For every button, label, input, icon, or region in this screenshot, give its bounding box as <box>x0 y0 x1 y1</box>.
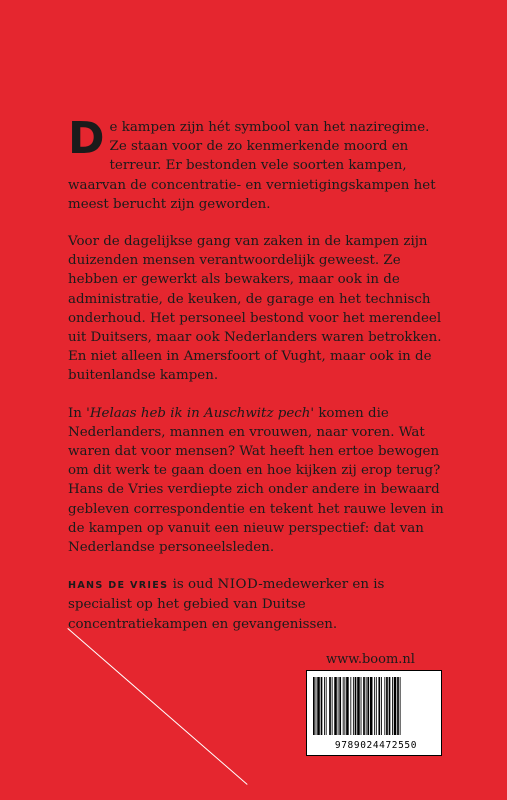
barcode-bar <box>384 677 385 735</box>
blurb-paragraph-3-prefix: In <box>68 405 87 421</box>
blurb-paragraph-1 <box>68 113 448 214</box>
niod-abbreviation: NIOD <box>217 577 259 593</box>
barcode-bar <box>316 677 317 735</box>
barcode-bar <box>361 677 362 735</box>
author-bio-text-1: is oud <box>168 577 218 593</box>
blurb-paragraph-1-text: e kampen zijn hét symbool van het naziregime. Ze staan voor de zo kenmerkende moord en terreur. Er bestonden vele soorten kampen, waarvan de concentratie- en vernietigingskampen het meest berucht zijn geworden. <box>68 120 436 212</box>
barcode-bar <box>376 677 377 735</box>
barcode-bar <box>378 677 380 735</box>
blurb-paragraph-3 <box>68 404 448 558</box>
barcode-bar <box>386 677 388 735</box>
author-name: HANS DE VRIES <box>68 580 169 592</box>
barcode-bar <box>367 677 369 735</box>
barcode-bar <box>355 677 357 735</box>
barcode-bar <box>394 677 397 735</box>
barcode-bar <box>338 677 339 735</box>
barcode-bar <box>374 677 375 735</box>
barcode-bar <box>397 677 399 735</box>
barcode-bar <box>321 677 323 735</box>
isbn-number: 9789024472550 <box>334 740 418 751</box>
barcode-bar <box>343 677 344 735</box>
drop-cap: D <box>68 113 105 164</box>
barcode-bar <box>329 677 331 735</box>
barcode-bar <box>324 677 325 735</box>
barcode-bar <box>392 677 393 735</box>
barcode-bar <box>334 677 337 735</box>
book-title-italic: 'Helaas heb ik in Auschwitz pech' <box>86 405 315 421</box>
barcode-bar <box>344 677 345 735</box>
barcode-bar <box>389 677 391 735</box>
isbn-barcode <box>306 670 442 756</box>
barcode-bar <box>332 677 333 735</box>
barcode-bar <box>363 677 365 735</box>
barcode-bar <box>313 677 315 735</box>
barcode-bar <box>370 677 373 735</box>
barcode-bar <box>326 677 327 735</box>
barcode-bar <box>381 677 382 735</box>
barcode-bar <box>357 677 360 735</box>
barcode-bar <box>353 677 354 735</box>
barcode-bars <box>313 677 437 735</box>
blurb-paragraph-3-text: komen die Nederlanders, mannen en vrouwen, naar voren. Wat waren dat voor mensen? Wat heeft hen ertoe bewogen om dit werk te gaan doen en hoe kijken zij erop terug? Hans de Vries verdiepte zich onder andere in bewaard gebleven correspondentie en tekent het rauwe leven in de kampen op vanuit een nieuw perspectief: dat van Nederlandse personeelsleden. <box>68 405 444 556</box>
barcode-bar <box>366 677 367 735</box>
publisher-url: www.boom.nl <box>326 652 415 667</box>
barcode-bar <box>339 677 341 735</box>
blurb-paragraph-2: Voor de dagelijkse gang van zaken in de kampen zijn duizenden mensen verantwoordelijk geweest. Ze hebben er gewerkt als bewakers, maar ook in de administratie, de keuken, de garage en het technisch onderhoud. Het personeel bestond voor het merendeel uit Duitsers, maar ook Nederlanders waren betrokken. En niet alleen in Amersfoort of Vught, maar ook in de buitenlandse kampen. <box>68 234 442 384</box>
author-bio <box>68 575 448 634</box>
barcode-bar <box>350 677 351 735</box>
blurb-text <box>68 113 448 652</box>
barcode-bar <box>346 677 349 735</box>
barcode-bar <box>317 677 320 735</box>
author-bio-text-2: -medewerker en is specialist op het gebied van Duitse concentratiekampen en gevangenissen. <box>68 577 385 632</box>
barcode-bar <box>400 677 401 735</box>
